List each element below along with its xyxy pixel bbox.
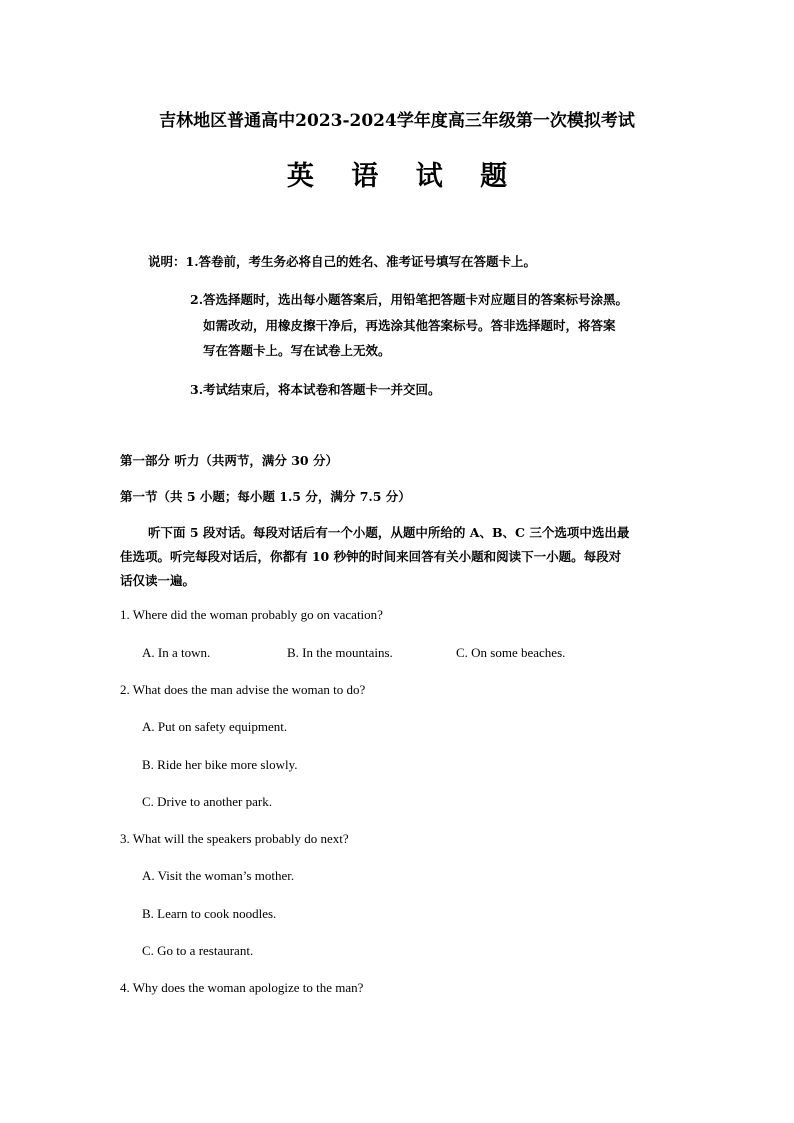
question-3-option-b: B. Learn to cook noodles.: [142, 906, 277, 921]
directions-line-3: 话仅读一遍。: [120, 573, 196, 588]
question-2-option-a: A. Put on safety equipment.: [142, 719, 288, 734]
question-3-option-c: C. Go to a restaurant.: [142, 943, 254, 958]
directions-line-1: 听下面 5 段对话。每段对话后有一个小题，从题中所给的 A、B、C 三个选项中选出最: [148, 525, 630, 540]
question-2: 2. What does the man advise the woman to do?: [120, 682, 366, 697]
question-4: 4. Why does the woman apologize to the man?: [120, 980, 364, 995]
question-2-option-c: C. Drive to another park.: [142, 794, 272, 809]
directions-line-2: 佳选项。听完每段对话后，你都有 10 秒钟的时间来回答有关小题和阅读下一小题。每段对: [120, 549, 622, 564]
instruction-line-4: 写在答题卡上。写在试卷上无效。: [203, 343, 391, 358]
question-1: 1. Where did the woman probably go on vacation?: [120, 607, 383, 622]
instruction-line-5: 3.考试结束后，将本试卷和答题卡一并交回。: [190, 382, 441, 397]
part-heading: 第一部分 听力（共两节，满分 30 分）: [120, 453, 338, 468]
question-1-option-b: B. In the mountains.: [287, 645, 393, 660]
question-3-option-a: A. Visit the woman’s mother.: [142, 868, 295, 883]
question-3: 3. What will the speakers probably do next?: [120, 831, 349, 846]
exam-title: 吉林地区普通高中2023-2024学年度高三年级第一次模拟考试: [159, 111, 635, 131]
section-heading: 第一节（共 5 小题；每小题 1.5 分，满分 7.5 分）: [120, 489, 411, 504]
instruction-line-2: 2.答选择题时，选出每小题答案后，用铅笔把答题卡对应题目的答案标号涂黑。: [190, 292, 629, 307]
question-1-option-c: C. On some beaches.: [456, 645, 566, 660]
exam-subject-title: 英 语 试 题: [286, 161, 522, 192]
question-2-option-b: B. Ride her bike more slowly.: [142, 757, 298, 772]
instruction-line-3: 如需改动，用橡皮擦干净后，再选涂其他答案标号。答非选择题时，将答案: [203, 318, 616, 333]
instruction-line-1: 说明：1.答卷前，考生务必将自己的姓名、准考证号填写在答题卡上。: [148, 254, 537, 269]
question-1-option-a: A. In a town.: [142, 645, 211, 660]
